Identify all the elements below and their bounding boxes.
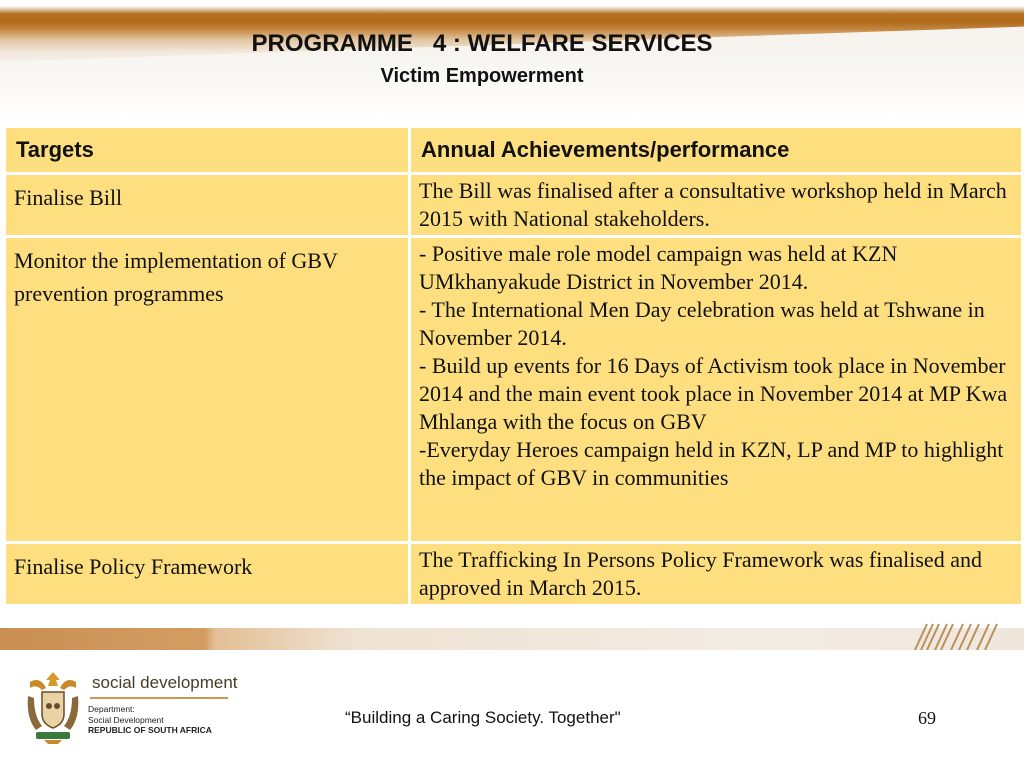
- achievement-cell: [410, 543, 1023, 606]
- table-row: [5, 237, 1023, 543]
- achievement-cell: [410, 237, 1023, 543]
- org-line-country: REPUBLIC OF SOUTH AFRICA: [88, 725, 212, 735]
- coat-of-arms-icon: [22, 668, 84, 746]
- table-row: [5, 174, 1023, 237]
- slide-subtitle: Victim Empowerment: [380, 65, 584, 87]
- slide-title: PROGRAMME 4 : WELFARE SERVICES: [251, 30, 713, 57]
- org-line-name: Social Development: [88, 714, 164, 725]
- achievement-text: The Bill was finalised after a consultative workshop held in March 2015 with National stakeholders.: [419, 178, 1007, 231]
- header-achievements: Annual Achievements/performance: [410, 127, 1023, 174]
- target-cell: Finalise Policy Framework: [5, 543, 410, 606]
- table-header-row: [5, 127, 1023, 174]
- achievement-cell: [410, 174, 1023, 237]
- target-cell: Finalise Bill: [5, 174, 410, 237]
- target-cell: Monitor the implementation of GBV prevention programmes: [5, 237, 410, 543]
- page-number: 69: [918, 708, 936, 728]
- achievement-item: - Build up events for 16 Days of Activism took place in November 2014 and the main event took place in November 2014 at MP Kwa Mhlanga with the focus on GBV: [419, 353, 1008, 434]
- achievement-item: -Everyday Heroes campaign held in KZN, LP and MP to highlight the impact of GBV in communities: [419, 437, 1004, 490]
- decorative-stripes: [905, 622, 1005, 650]
- header-targets: Targets: [5, 127, 410, 174]
- org-name: social development: [92, 673, 238, 692]
- achievement-text: The Trafficking In Persons Policy Framework was finalised and approved in March 2015.: [419, 547, 982, 600]
- footer-motto: “Building a Caring Society. Together": [345, 708, 621, 727]
- footer-stripe: [0, 628, 1024, 650]
- achievement-item: - The International Men Day celebration was held at Tshwane in November 2014.: [419, 297, 985, 350]
- targets-table: [3, 125, 1024, 607]
- org-line-department: Department:: [88, 704, 135, 714]
- org-details: [88, 704, 212, 736]
- achievement-item: - Positive male role model campaign was held at KZN UMkhanyakude District in November 2014.: [419, 241, 898, 294]
- table-row: [5, 543, 1023, 606]
- divider: [90, 697, 228, 699]
